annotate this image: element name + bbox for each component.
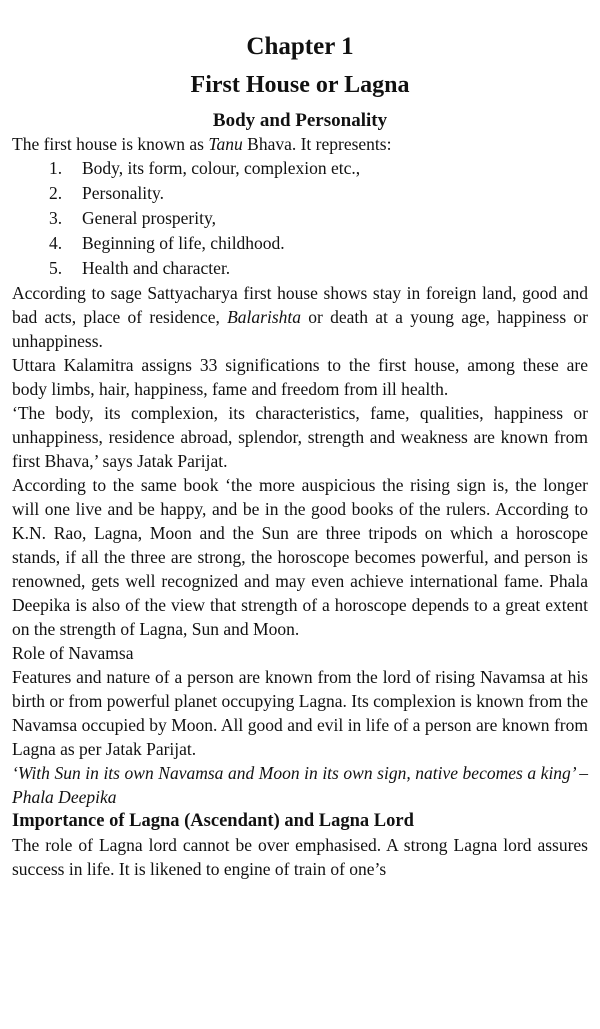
list-item — [12, 156, 588, 181]
list-item — [12, 206, 588, 231]
list-item-number: 1. — [49, 158, 63, 178]
significations-list — [12, 156, 588, 281]
intro-text-b: Bhava. It represents: — [242, 134, 392, 154]
paragraph-navamsa: Features and nature of a person are known from the lord of rising Navamsa at his birth or from powerful planet occupying Lagna. Its complexion is known from the Navamsa occupied by Moon. All good and evil in life of a person are known from Lagna as per Jatak Parijat. — [12, 667, 588, 759]
quote-phala-deepika: ‘With Sun in its own Navamsa and Moon in its own sign, native becomes a king’ – Phala Deepika — [12, 763, 588, 807]
paragraph-sattyacharya — [12, 281, 588, 353]
intro-paragraph — [12, 132, 588, 156]
list-item-number: 5. — [49, 258, 63, 278]
list-item-number: 3. — [49, 208, 63, 228]
paragraph-uttara-kalamitra: Uttara Kalamitra assigns 33 significations to the first house, among these are body limbs, hair, happiness, fame and freedom from ill health. — [12, 355, 588, 399]
list-item-text: Health and character. — [82, 258, 231, 278]
section-title-role-navamsa: Role of Navamsa — [12, 643, 134, 663]
paragraph-jatak-parijat: ‘The body, its complexion, its characteristics, fame, qualities, happiness or unhappiness, residence abroad, splendor, strength and weakness are known from first Bhava,’ says Jatak Parijat. — [12, 403, 588, 471]
list-item — [12, 256, 588, 281]
list-item-text: Beginning of life, childhood. — [82, 233, 285, 253]
list-item — [12, 231, 588, 256]
list-item-text: General prosperity, — [82, 208, 216, 228]
intro-term: Tanu — [208, 134, 243, 154]
term-balarishta: Balarishta — [227, 307, 302, 327]
list-item-number: 2. — [49, 183, 63, 203]
section-title-body-personality: Body and Personality — [212, 110, 388, 131]
section-title-lagna-lord: Importance of Lagna (Ascendant) and Lagna Lord — [12, 811, 414, 831]
paragraph-text: or death at a young age, happiness or unhappiness. — [12, 307, 588, 351]
paragraph-text: According to sage Sattyacharya first house shows stay in foreign land, good and bad acts, place of residence, — [12, 283, 588, 327]
list-item — [12, 181, 588, 206]
list-item-text: Personality. — [82, 183, 164, 203]
chapter-number: Chapter 1 — [246, 33, 354, 60]
intro-text-a: The first house is known as — [12, 134, 209, 154]
list-item-text: Body, its form, colour, complexion etc., — [82, 158, 361, 178]
paragraph-same-book: According to the same book ‘the more auspicious the rising sign is, the longer will one live and be happy, and be in the good books of the rulers. According to K.N. Rao, Lagna, Moon and the Sun are three tripods on which a horoscope stands, if all the three are strong, the horoscope becomes powerful, and person is renowned, gets well recognized and may even achieve international fame. Phala Deepika is also of the view that strength of a horoscope depends to a great extent on the strength of Lagna, Sun and Moon. — [12, 475, 588, 639]
list-item-number: 4. — [49, 233, 63, 253]
chapter-title: First House or Lagna — [190, 72, 410, 98]
paragraph-lagna-lord: The role of Lagna lord cannot be over emphasised. A strong Lagna lord assures success in life. It is likened to engine of train of one’s — [12, 835, 588, 879]
